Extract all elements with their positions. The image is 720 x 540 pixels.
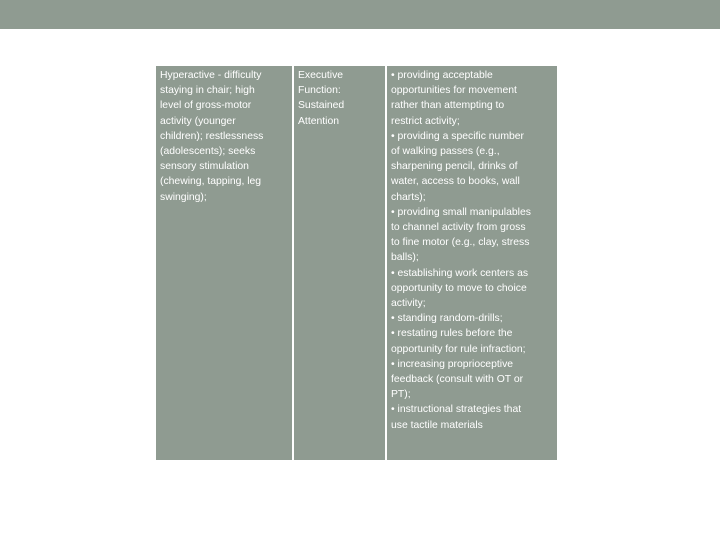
cell-text-line: • providing acceptable bbox=[391, 70, 493, 81]
cell-text-line: children); restlessness bbox=[160, 130, 264, 142]
cell-text-line: use tactile materials bbox=[391, 419, 483, 431]
cell-text-line: Attention bbox=[298, 115, 340, 127]
cell-text-line: to fine motor (e.g., clay, stress bbox=[391, 237, 530, 249]
accommodations-table bbox=[156, 66, 557, 460]
cell-text-line: • standing random-drills; bbox=[391, 313, 503, 325]
cell-text-line: feedback (consult with OT or bbox=[391, 374, 524, 386]
cell-text-line: • increasing proprioceptive bbox=[391, 358, 514, 370]
cell-text-line: charts); bbox=[391, 191, 426, 203]
cell-text-line: • instructional strategies that bbox=[391, 404, 522, 416]
cell-text-line: • providing small manipulables bbox=[391, 206, 531, 218]
cell-text-line: restrict activity; bbox=[391, 115, 460, 127]
cell-text-line: Function: bbox=[298, 85, 341, 97]
cell-text-line: staying in chair; high bbox=[160, 85, 255, 97]
cell-text-line: opportunity to move to choice bbox=[391, 282, 527, 294]
cell-text-line: activity (younger bbox=[160, 115, 236, 127]
strategies-cell bbox=[387, 66, 557, 460]
cell-text-line: balls); bbox=[391, 252, 419, 264]
cell-text-line: to channel activity from gross bbox=[391, 222, 526, 234]
cell-text-line: activity; bbox=[391, 298, 426, 310]
cell-text-line: of walking passes (e.g., bbox=[391, 146, 500, 158]
cell-text-line: • providing a specific number bbox=[391, 130, 525, 142]
cell-text-line: Hyperactive - difficulty bbox=[160, 70, 262, 81]
cell-text-line: Sustained bbox=[298, 100, 345, 112]
cell-text-line: • establishing work centers as bbox=[391, 267, 529, 279]
executive-function-cell bbox=[294, 66, 385, 460]
cell-text-line: sharpening pencil, drinks of bbox=[391, 161, 518, 173]
header-band bbox=[0, 0, 720, 29]
cell-text-line: water, access to books, wall bbox=[391, 176, 520, 188]
cell-text-line: (adolescents); seeks bbox=[160, 146, 256, 158]
cell-text-line: opportunities for movement bbox=[391, 85, 517, 97]
cell-text-line: sensory stimulation bbox=[160, 161, 249, 173]
cell-text-line: PT); bbox=[391, 389, 411, 401]
cell-text-line: rather than attempting to bbox=[391, 100, 505, 112]
cell-text-line: • restating rules before the bbox=[391, 328, 513, 340]
behavior-cell bbox=[156, 66, 292, 460]
cell-text-line: opportunity for rule infraction; bbox=[391, 343, 526, 355]
cell-text-line: Executive bbox=[298, 70, 344, 81]
cell-text-line: (chewing, tapping, leg bbox=[160, 176, 262, 188]
cell-text-line: level of gross-motor bbox=[160, 100, 252, 112]
cell-text-line: swinging); bbox=[160, 191, 207, 203]
